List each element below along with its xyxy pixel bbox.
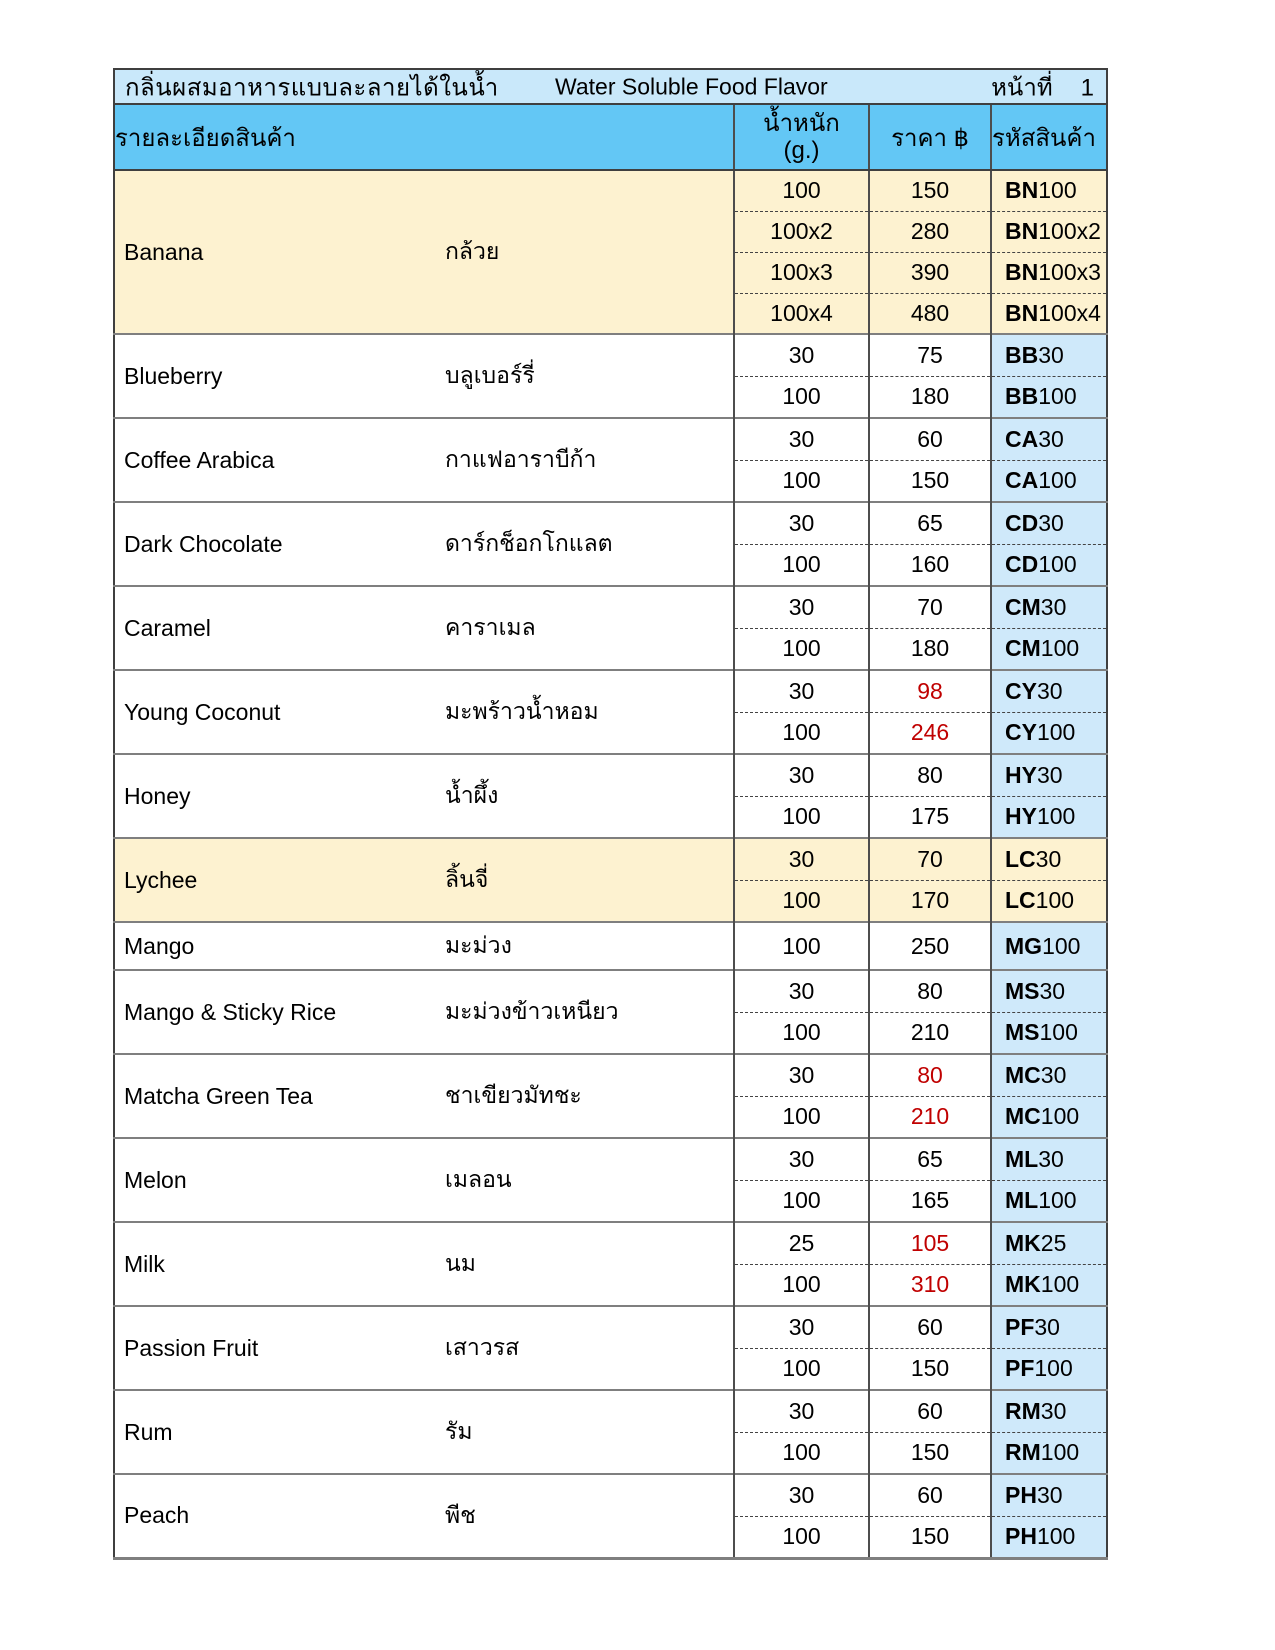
product-code-prefix: CA xyxy=(1005,467,1039,494)
product-code-prefix: MS xyxy=(1005,1019,1040,1046)
product-code-cell xyxy=(991,1264,1107,1306)
product-name-english: Mango & Sticky Rice xyxy=(124,998,337,1025)
product-name-cell xyxy=(114,754,734,838)
weight-value: 30 xyxy=(734,1474,869,1516)
product-row xyxy=(114,670,1107,712)
weight-value: 100 xyxy=(734,628,869,670)
product-code-prefix: PH xyxy=(1005,1523,1037,1549)
product-row xyxy=(114,418,1107,460)
weight-value: 100 xyxy=(734,880,869,922)
column-header-weight-line2: (g.) xyxy=(783,137,820,164)
weight-value: 100 xyxy=(734,712,869,754)
product-code-cell xyxy=(991,1390,1107,1432)
price-value: 175 xyxy=(869,796,991,838)
product-name-wrap xyxy=(124,1078,733,1114)
product-code-prefix: BB xyxy=(1005,341,1039,368)
product-name-wrap xyxy=(124,526,733,562)
product-code-suffix: 100x4 xyxy=(1038,299,1101,326)
weight-value: 30 xyxy=(734,670,869,712)
product-name-thai: เมลอน xyxy=(445,1166,512,1192)
product-code-cell xyxy=(991,796,1107,838)
price-value: 98 xyxy=(869,670,991,712)
product-code-suffix: 100x2 xyxy=(1038,218,1101,244)
product-row xyxy=(114,334,1107,376)
product-name-thai: ชาเขียวมัทชะ xyxy=(445,1082,582,1108)
product-name-wrap xyxy=(124,928,733,964)
product-code-suffix: 100 xyxy=(1036,803,1076,830)
product-code-prefix: PF xyxy=(1005,1313,1035,1340)
product-code-cell xyxy=(991,712,1107,754)
weight-value: 100 xyxy=(734,1432,869,1474)
price-value: 150 xyxy=(869,1348,991,1390)
product-name-cell xyxy=(114,1390,734,1474)
price-value: 250 xyxy=(869,922,991,970)
product-code-cell xyxy=(991,376,1107,418)
weight-value: 100 xyxy=(734,544,869,586)
product-row xyxy=(114,1306,1107,1348)
product-name-thai: ลิ้นจี่ xyxy=(445,866,489,892)
product-code-prefix: LC xyxy=(1005,845,1036,872)
product-name-english: Dark Chocolate xyxy=(124,530,283,557)
weight-value: 30 xyxy=(734,1054,869,1096)
product-code-prefix: BB xyxy=(1005,383,1039,410)
product-name-wrap xyxy=(124,694,733,730)
product-name-english: Passion Fruit xyxy=(124,1334,259,1361)
price-value: 80 xyxy=(869,1054,991,1096)
product-row xyxy=(114,970,1107,1012)
product-name-cell xyxy=(114,170,734,334)
document-title-thai: กลิ่นผสมอาหารแบบละลายได้ในน้ำ xyxy=(125,74,499,101)
title-bar xyxy=(114,69,1107,104)
price-value: 150 xyxy=(869,460,991,502)
product-code-cell xyxy=(991,838,1107,880)
product-row xyxy=(114,838,1107,880)
product-name-english: Young Coconut xyxy=(124,698,281,725)
product-code-cell xyxy=(991,1432,1107,1474)
product-code-cell xyxy=(991,418,1107,460)
product-name-wrap xyxy=(124,1330,733,1366)
price-table xyxy=(113,68,1108,1560)
weight-value: 30 xyxy=(734,334,869,376)
price-value: 280 xyxy=(869,211,991,252)
product-code-cell xyxy=(991,628,1107,670)
product-name-cell xyxy=(114,1054,734,1138)
product-code-prefix: CY xyxy=(1005,677,1037,704)
product-code-prefix: PH xyxy=(1005,1481,1037,1508)
product-name-english: Melon xyxy=(124,1166,187,1193)
document-title-english: Water Soluble Food Flavor xyxy=(555,73,828,99)
weight-value: 30 xyxy=(734,838,869,880)
price-value: 180 xyxy=(869,628,991,670)
column-header-price: ราคา ฿ xyxy=(869,104,991,170)
product-name-cell xyxy=(114,502,734,586)
product-name-thai: กล้วย xyxy=(445,238,500,264)
product-code-suffix: 100 xyxy=(1038,551,1077,578)
product-code-suffix: 100 xyxy=(1038,177,1077,204)
product-code-cell xyxy=(991,170,1107,211)
price-value: 150 xyxy=(869,1516,991,1558)
product-name-thai: มะม่วง xyxy=(445,932,512,958)
product-code-prefix: CD xyxy=(1005,509,1039,536)
product-name-wrap xyxy=(124,1414,733,1450)
product-name-english: Milk xyxy=(124,1250,165,1277)
product-name-cell xyxy=(114,1138,734,1222)
product-name-wrap xyxy=(124,1162,733,1198)
price-value: 480 xyxy=(869,293,991,334)
product-code-prefix: BN xyxy=(1005,177,1039,204)
product-code-suffix: 100 xyxy=(1038,383,1077,410)
product-name-cell xyxy=(114,922,734,970)
product-name-english: Rum xyxy=(124,1418,173,1445)
product-name-english: Honey xyxy=(124,782,191,809)
product-name-cell xyxy=(114,1222,734,1306)
product-name-english: Peach xyxy=(124,1502,190,1529)
price-value: 105 xyxy=(869,1222,991,1264)
product-code-prefix: BN xyxy=(1005,259,1039,285)
product-code-prefix: BN xyxy=(1005,299,1039,326)
product-code-prefix: MC xyxy=(1005,1061,1041,1088)
product-code-prefix: HY xyxy=(1005,803,1037,830)
product-code-suffix: 30 xyxy=(1040,1397,1067,1424)
product-code-suffix: 30 xyxy=(1036,677,1063,704)
price-value: 60 xyxy=(869,1390,991,1432)
weight-value: 30 xyxy=(734,586,869,628)
title-bar-cell xyxy=(114,69,1107,104)
product-code-prefix: BN xyxy=(1005,218,1039,244)
product-code-suffix: 100 xyxy=(1034,1355,1073,1382)
product-code-suffix: 100 xyxy=(1036,719,1076,746)
product-name-cell xyxy=(114,1306,734,1390)
product-code-cell xyxy=(991,502,1107,544)
product-row xyxy=(114,1054,1107,1096)
product-code-suffix: 100 xyxy=(1040,1439,1080,1466)
product-code-prefix: RM xyxy=(1005,1439,1041,1466)
product-row xyxy=(114,1390,1107,1432)
price-value: 210 xyxy=(869,1012,991,1054)
product-code-cell xyxy=(991,754,1107,796)
product-code-cell xyxy=(991,922,1107,970)
product-code-suffix: 30 xyxy=(1035,845,1062,872)
price-value: 165 xyxy=(869,1180,991,1222)
product-code-suffix: 100 xyxy=(1038,1187,1077,1214)
column-header-weight xyxy=(734,104,869,170)
product-name-wrap xyxy=(124,234,733,270)
product-code-suffix: 100 xyxy=(1040,1271,1080,1298)
product-name-cell xyxy=(114,334,734,418)
weight-value: 30 xyxy=(734,1390,869,1432)
column-header-code: รหัสสินค้า xyxy=(991,104,1107,170)
product-code-suffix: 100 xyxy=(1040,635,1080,662)
product-name-wrap xyxy=(124,1246,733,1282)
page-number: 1 xyxy=(1080,74,1094,101)
weight-value: 30 xyxy=(734,970,869,1012)
column-header-product: รายละเอียดสินค้า xyxy=(114,104,734,170)
product-code-cell xyxy=(991,1012,1107,1054)
product-code-suffix: 30 xyxy=(1040,1061,1067,1088)
product-row xyxy=(114,170,1107,211)
product-code-prefix: CD xyxy=(1005,551,1039,578)
product-name-cell xyxy=(114,838,734,922)
product-name-english: Matcha Green Tea xyxy=(124,1082,313,1109)
product-code-prefix: MG xyxy=(1005,932,1043,959)
price-value: 246 xyxy=(869,712,991,754)
product-code-cell xyxy=(991,1516,1107,1558)
product-code-prefix: LC xyxy=(1005,887,1036,914)
product-name-cell xyxy=(114,1474,734,1558)
product-code-prefix: PF xyxy=(1005,1355,1035,1382)
product-name-wrap xyxy=(124,778,733,814)
price-value: 80 xyxy=(869,970,991,1012)
product-code-cell xyxy=(991,334,1107,376)
price-value: 60 xyxy=(869,418,991,460)
product-name-cell xyxy=(114,418,734,502)
weight-value: 30 xyxy=(734,418,869,460)
product-code-cell xyxy=(991,586,1107,628)
product-row xyxy=(114,586,1107,628)
product-code-cell xyxy=(991,1222,1107,1264)
price-value: 160 xyxy=(869,544,991,586)
product-code-suffix: 30 xyxy=(1038,341,1064,368)
product-name-cell xyxy=(114,670,734,754)
product-code-cell xyxy=(991,544,1107,586)
product-name-thai: กาแฟอาราบีก้า xyxy=(445,446,597,472)
product-code-suffix: 100 xyxy=(1038,467,1077,494)
price-value: 80 xyxy=(869,754,991,796)
product-name-wrap xyxy=(124,994,733,1030)
product-name-thai: มะม่วงข้าวเหนียว xyxy=(445,998,619,1024)
product-name-english: Banana xyxy=(124,238,204,265)
product-code-suffix: 30 xyxy=(1036,761,1063,788)
product-code-cell xyxy=(991,293,1107,334)
weight-value: 100 xyxy=(734,922,869,970)
product-code-suffix: 25 xyxy=(1040,1229,1067,1256)
product-code-suffix: 30 xyxy=(1036,1481,1063,1508)
product-row xyxy=(114,922,1107,970)
product-name-cell xyxy=(114,970,734,1054)
product-name-thai: เสาวรส xyxy=(445,1334,520,1360)
price-value: 60 xyxy=(869,1474,991,1516)
product-name-thai: คาราเมล xyxy=(445,614,536,640)
weight-value: 100 xyxy=(734,1264,869,1306)
product-code-cell xyxy=(991,970,1107,1012)
product-row xyxy=(114,1474,1107,1516)
product-name-wrap xyxy=(124,862,733,898)
price-value: 390 xyxy=(869,252,991,293)
price-value: 210 xyxy=(869,1096,991,1138)
product-code-suffix: 100 xyxy=(1036,1523,1076,1549)
product-code-suffix: 30 xyxy=(1040,593,1067,620)
product-code-suffix: 30 xyxy=(1038,425,1064,452)
product-name-thai: นม xyxy=(445,1250,476,1276)
product-code-prefix: HY xyxy=(1005,761,1037,788)
weight-value: 100 xyxy=(734,1012,869,1054)
weight-value: 30 xyxy=(734,754,869,796)
product-code-prefix: MS xyxy=(1005,977,1040,1004)
product-name-thai: มะพร้าวน้ำหอม xyxy=(445,698,599,724)
product-name-wrap xyxy=(124,1498,733,1534)
product-row xyxy=(114,1222,1107,1264)
product-code-prefix: ML xyxy=(1005,1145,1039,1172)
product-name-english: Caramel xyxy=(124,614,211,641)
price-value: 70 xyxy=(869,838,991,880)
product-name-thai: น้ำผึ้ง xyxy=(445,782,499,808)
price-value: 60 xyxy=(869,1306,991,1348)
weight-value: 100 xyxy=(734,796,869,838)
product-code-suffix: 100 xyxy=(1035,887,1075,914)
product-code-prefix: CM xyxy=(1005,593,1041,620)
product-code-suffix: 30 xyxy=(1038,1145,1064,1172)
product-code-cell xyxy=(991,1474,1107,1516)
product-code-prefix: RM xyxy=(1005,1397,1041,1424)
product-name-wrap xyxy=(124,358,733,394)
product-code-suffix: 30 xyxy=(1039,977,1066,1004)
column-header-weight-line1: น้ำหนัก xyxy=(763,110,840,137)
product-row xyxy=(114,502,1107,544)
weight-value: 100 xyxy=(734,1516,869,1558)
product-code-cell xyxy=(991,1096,1107,1138)
product-name-english: Blueberry xyxy=(124,362,223,389)
weight-value: 100x2 xyxy=(734,211,869,252)
product-code-suffix: 100 xyxy=(1042,932,1081,959)
product-row xyxy=(114,754,1107,796)
product-code-cell xyxy=(991,1306,1107,1348)
product-name-cell xyxy=(114,586,734,670)
product-name-wrap xyxy=(124,610,733,646)
price-value: 310 xyxy=(869,1264,991,1306)
product-code-cell xyxy=(991,1348,1107,1390)
price-value: 150 xyxy=(869,170,991,211)
product-code-suffix: 100x3 xyxy=(1038,259,1101,285)
weight-value: 25 xyxy=(734,1222,869,1264)
product-name-thai: รัม xyxy=(445,1418,473,1444)
price-value: 65 xyxy=(869,1138,991,1180)
weight-value: 30 xyxy=(734,1138,869,1180)
weight-value: 30 xyxy=(734,502,869,544)
product-code-cell xyxy=(991,460,1107,502)
product-code-cell xyxy=(991,1138,1107,1180)
weight-value: 100x3 xyxy=(734,252,869,293)
weight-value: 100 xyxy=(734,170,869,211)
product-code-prefix: MK xyxy=(1005,1229,1041,1256)
product-name-english: Coffee Arabica xyxy=(124,446,275,473)
product-code-prefix: CY xyxy=(1005,719,1037,746)
product-name-thai: ดาร์กช็อกโกแลต xyxy=(445,530,613,556)
product-code-prefix: CA xyxy=(1005,425,1039,452)
product-code-cell xyxy=(991,1180,1107,1222)
price-value: 70 xyxy=(869,586,991,628)
product-code-cell xyxy=(991,880,1107,922)
product-row xyxy=(114,1138,1107,1180)
product-code-prefix: CM xyxy=(1005,635,1041,662)
product-name-thai: บลูเบอร์รี่ xyxy=(445,362,535,388)
price-value: 180 xyxy=(869,376,991,418)
product-name-wrap xyxy=(124,442,733,478)
product-name-english: Mango xyxy=(124,932,195,959)
product-code-suffix: 100 xyxy=(1040,1103,1080,1130)
weight-value: 100 xyxy=(734,1096,869,1138)
weight-value: 100 xyxy=(734,460,869,502)
weight-value: 100 xyxy=(734,1348,869,1390)
product-code-prefix: ML xyxy=(1005,1187,1039,1214)
product-code-cell xyxy=(991,252,1107,293)
product-code-suffix: 30 xyxy=(1034,1313,1060,1340)
weight-value: 100 xyxy=(734,1180,869,1222)
product-code-suffix: 30 xyxy=(1038,509,1064,536)
product-code-prefix: MC xyxy=(1005,1103,1041,1130)
page-label: หน้าที่ xyxy=(991,74,1053,101)
column-header-row xyxy=(114,104,1107,170)
weight-value: 100 xyxy=(734,376,869,418)
price-value: 75 xyxy=(869,334,991,376)
product-name-thai: พีช xyxy=(445,1501,476,1528)
product-code-cell xyxy=(991,670,1107,712)
price-value: 150 xyxy=(869,1432,991,1474)
page-indicator xyxy=(991,67,1094,106)
product-code-suffix: 100 xyxy=(1039,1019,1078,1046)
price-value: 170 xyxy=(869,880,991,922)
product-code-prefix: MK xyxy=(1005,1271,1041,1298)
product-code-cell xyxy=(991,211,1107,252)
weight-value: 100x4 xyxy=(734,293,869,334)
product-code-cell xyxy=(991,1054,1107,1096)
product-name-english: Lychee xyxy=(124,866,198,893)
weight-value: 30 xyxy=(734,1306,869,1348)
price-value: 65 xyxy=(869,502,991,544)
